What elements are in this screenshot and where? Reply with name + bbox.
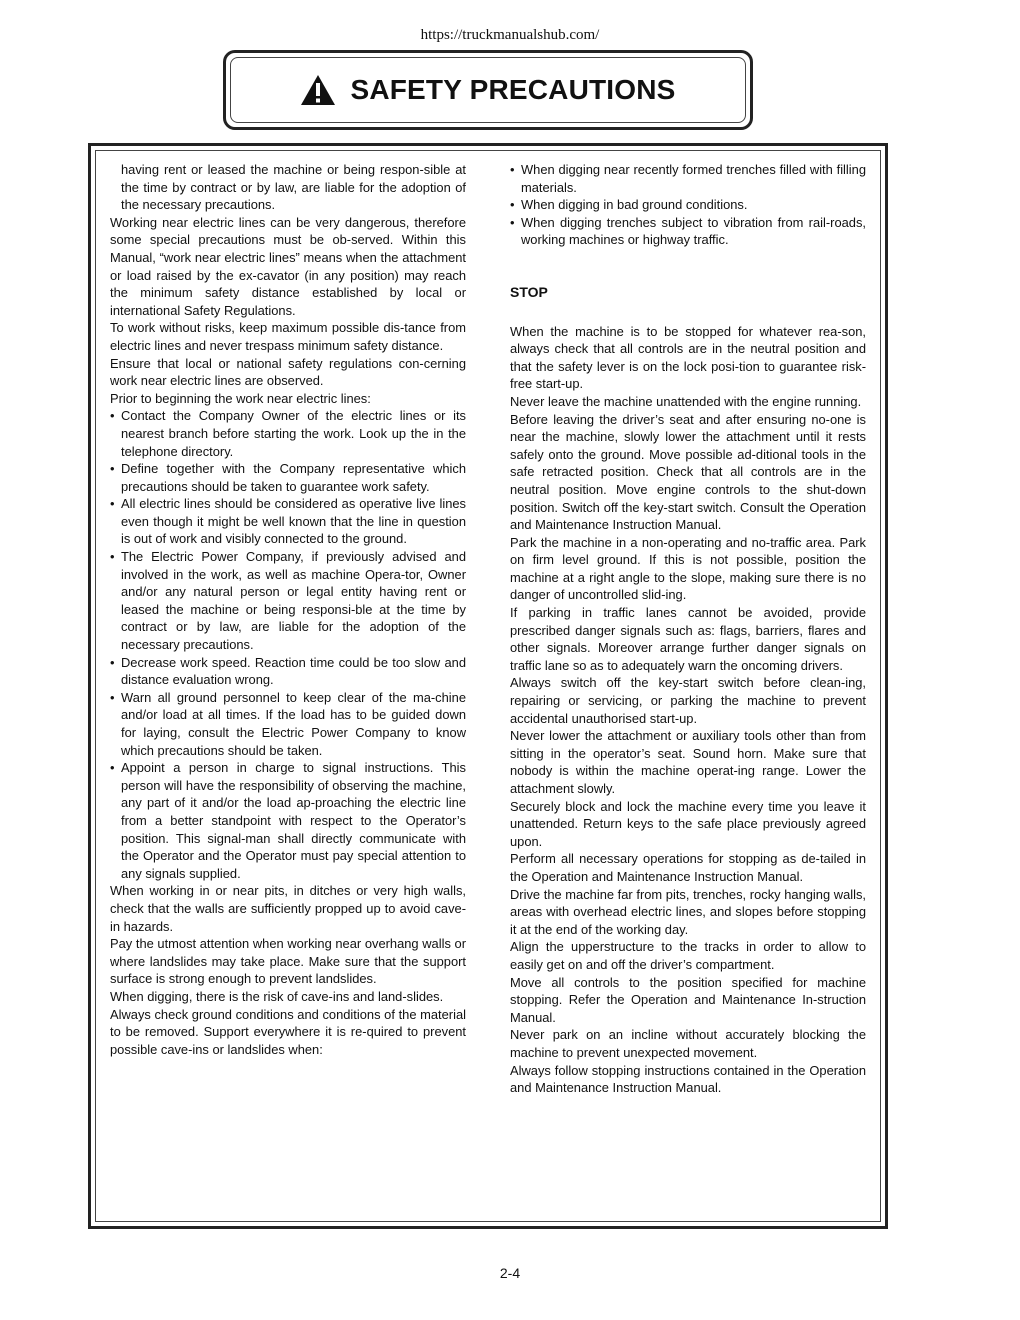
paragraph: Drive the machine far from pits, trenches, rocky hanging walls, areas with overhead electric lines, and slopes before stopping it at the end of the working day.	[510, 886, 866, 937]
paragraph: Align the upperstructure to the tracks in order to allow to easily get on and off the driver’s compartment.	[510, 939, 866, 972]
paragraph: Securely block and lock the machine every time you leave it unattended. Return keys to the safe place previously agreed upon.	[510, 798, 866, 849]
right-column	[510, 161, 866, 1097]
paragraph: Always follow stopping instructions contained in the Operation and Maintenance Instruction Manual.	[510, 1062, 866, 1096]
paragraph: If parking in traffic lanes cannot be avoided, provide prescribed danger signals such as: flags, barriers, flares and other signals. Moreover arrange further danger signals on traffic lane so as to adequately warn the oncoming drivers.	[510, 605, 866, 673]
list-item: • Appoint a person in charge to signal instructions. This person will have the responsibility of observing the machine, any part of it and/or the load ap-proaching the electric line from a better standpoint with respect to the Operator’s position. This signal-man shall directly communicate with the Operator and the Operator must pay special attention to any signals supplied.	[110, 759, 466, 882]
title-banner	[223, 50, 753, 130]
page-title: SAFETY PRECAUTIONS	[350, 74, 676, 105]
electric-lines-precautions-list	[110, 407, 466, 882]
list-item: • When digging in bad ground conditions.	[510, 196, 866, 214]
paragraph: Pay the utmost attention when working near overhang walls or where landslides may take place. Make sure that the support surface is strong enough to prevent landslides.	[110, 936, 466, 987]
continuation-paragraph: having rent or leased the machine or being respon-sible at the time by contract or by law, are liable for the adoption of the necessary precautions.	[121, 162, 466, 213]
page-number: 2-4	[499, 1265, 521, 1281]
section-heading-stop: STOP	[510, 283, 548, 300]
title-banner-inner	[230, 57, 746, 123]
paragraph: Ensure that local or national safety regulations con-cerning work near electric lines are observed.	[110, 355, 466, 389]
left-column	[110, 161, 466, 1058]
paragraph: When digging, there is the risk of cave-ins and land-slides.	[110, 988, 444, 1004]
list-item: • Contact the Company Owner of the electric lines or its nearest branch before starting the work. Look up the in the telephone directory.	[110, 407, 466, 460]
paragraph: Park the machine in a non-operating and no-traffic area. Park on firm level ground. If this is not possible, position the machine at a right angle to the slope, making sure there is no danger of uncontrolled slid-ing.	[510, 534, 866, 603]
paragraph: Never park on an incline without accurately blocking the machine to prevent unexpected movement.	[510, 1027, 866, 1060]
paragraph: Always switch off the key-start switch before clean-ing, repairing or servicing, or parking the machine to prevent accidental unauthorised start-up.	[510, 675, 866, 726]
warning-triangle-icon	[300, 74, 336, 106]
paragraph: Before leaving the driver’s seat and after ensuring no-one is near the machine, slowly lower the attachment until it rests safely onto the ground. Move possible ad-ditional tools in the safe retracted position. Check that all controls are in the neutral position. Move engine controls to the shut-down position. Switch off the key-start switch. Consult the Operation and Maintenance Instruction Manual.	[510, 411, 866, 533]
list-item: • The Electric Power Company, if previously advised and involved in the work, as well as machine Opera-tor, Owner and/or any natural person or legal entity having rent or leased the machine or being responsi-ble at the time by contract or by law, are liable for the adoption of the necessary precautions.	[110, 548, 466, 654]
digging-conditions-list	[510, 161, 866, 249]
paragraph: When the machine is to be stopped for whatever rea-son, always check that all controls are in the neutral position and that the safety lever is on the lock posi-tion to guarantee risk-free start-up.	[510, 323, 866, 392]
paragraph: To work without risks, keep maximum possible dis-tance from electric lines and never trespass minimum safety distance.	[110, 320, 466, 353]
paragraph: Always check ground conditions and conditions of the material to be removed. Support everywhere it is re-quired to prevent possible cave-ins or landslides when:	[110, 1006, 466, 1057]
paragraph: Prior to beginning the work near electric lines:	[110, 390, 371, 406]
paragraph: Working near electric lines can be very dangerous, therefore some special precautions must be ob-served. Within this Manual, “work near electric lines” means when the attachment or load raised by the ex-cavator (in any position) may reach the minimum safety distance established by local or international Safety Regulations.	[110, 214, 466, 318]
list-item: • When digging near recently formed trenches filled with filling materials.	[510, 161, 866, 196]
list-item: • All electric lines should be considered as operative live lines even though it might be well known that the line in question is out of work and visibly connected to the ground.	[110, 495, 466, 548]
paragraph: Never lower the attachment or auxiliary tools other than from sitting in the operator’s seat. Sound horn. Make sure that nobody is within the machine operat-ing range. Lower the attachment slowly.	[510, 728, 866, 796]
paragraph: When working in or near pits, in ditches or very high walls, check that the walls are sufficiently propped up to avoid cave-in hazards.	[110, 883, 466, 934]
paragraph: Never leave the machine unattended with the engine running.	[510, 393, 862, 409]
list-item: • Decrease work speed. Reaction time could be too slow and distance evaluation wrong.	[110, 654, 466, 689]
paragraph: Perform all necessary operations for stopping as de-tailed in the Operation and Maintenance Instruction Manual.	[510, 851, 866, 884]
list-item: • Define together with the Company representative which precautions should be taken to guarantee work safety.	[110, 460, 466, 495]
list-item: • When digging trenches subject to vibration from rail-roads, working machines or highway traffic.	[510, 214, 866, 249]
paragraph: Move all controls to the position specified for machine stopping. Refer the Operation and Maintenance In-struction Manual.	[510, 974, 866, 1025]
list-item: • Warn all ground personnel to keep clear of the ma-chine and/or load at all times. If the load has to be guided down for laying, consult the Electric Power Company to know which precautions should be taken.	[110, 689, 466, 759]
source-url[interactable]: https://truckmanualshub.com/	[420, 27, 600, 43]
